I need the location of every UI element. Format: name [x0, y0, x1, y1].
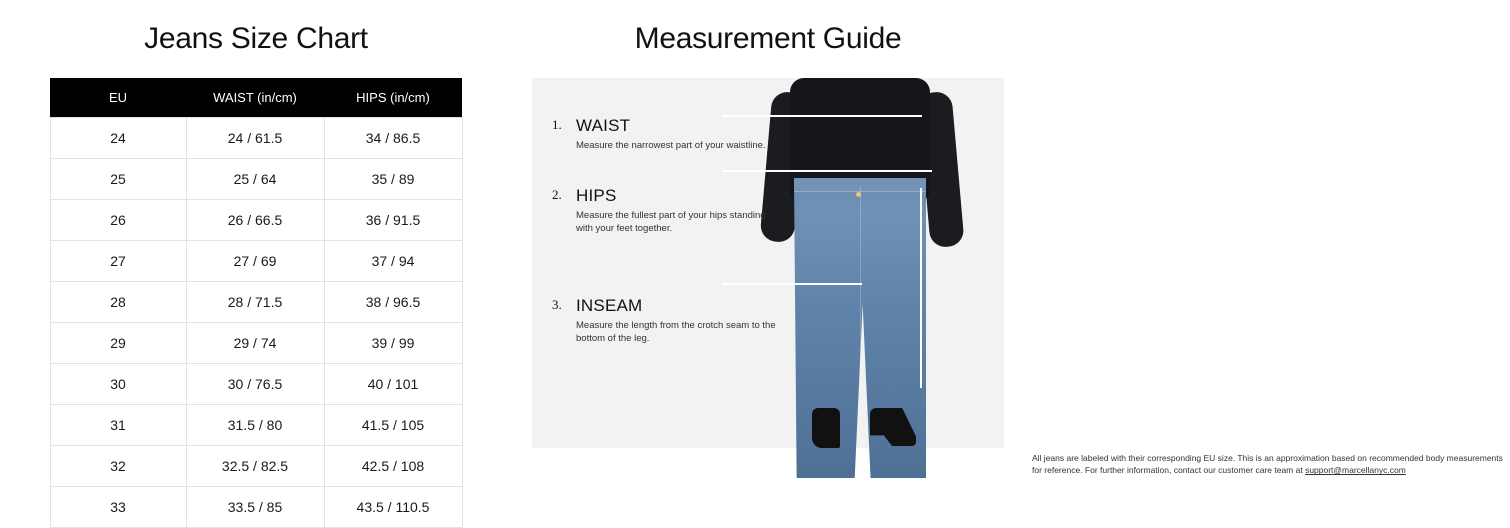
cell-waist: 30 / 76.5: [186, 364, 324, 405]
cell-eu: 28: [50, 282, 186, 323]
footnote-text: All jeans are labeled with their corresponding EU size. This is an approximation based on recommended body measurements for reference. For further information, contact our customer care team at: [1032, 453, 1503, 476]
inseam-callout-line: [722, 283, 862, 285]
cell-hips: 43.5 / 110.5: [324, 487, 462, 528]
size-chart-panel: [0, 0, 512, 515]
inseam-vertical-line: [920, 188, 922, 388]
callout-description: Measure the length from the crotch seam to the bottom of the leg.: [576, 320, 776, 344]
cell-waist: 29 / 74: [186, 323, 324, 364]
column-header-hips: HIPS (in/cm): [324, 78, 462, 118]
table-row: [50, 241, 462, 282]
cell-waist: 33.5 / 85: [186, 487, 324, 528]
guide-illustration: [532, 78, 1004, 448]
table-body: [50, 118, 462, 528]
cell-eu: 33: [50, 487, 186, 528]
cell-hips: 36 / 91.5: [324, 200, 462, 241]
cell-waist: 28 / 71.5: [186, 282, 324, 323]
size-chart-table: [50, 78, 463, 528]
callout-inseam: [552, 296, 782, 346]
callout-label: INSEAM: [576, 296, 643, 315]
table-row: [50, 118, 462, 159]
cell-waist: 25 / 64: [186, 159, 324, 200]
cell-waist: 27 / 69: [186, 241, 324, 282]
callout-description: Measure the narrowest part of your waistline.: [576, 140, 766, 151]
guide-title: Measurement Guide: [634, 22, 902, 55]
cell-eu: 26: [50, 200, 186, 241]
table-header-row: [50, 78, 462, 118]
table-row: [50, 405, 462, 446]
cell-waist: 31.5 / 80: [186, 405, 324, 446]
table-row: [50, 200, 462, 241]
cell-hips: 40 / 101: [324, 364, 462, 405]
table-row: [50, 159, 462, 200]
callout-label: HIPS: [576, 186, 617, 205]
model-shoe-left: [812, 408, 840, 448]
cell-hips: 34 / 86.5: [324, 118, 462, 159]
table-header: [50, 78, 462, 118]
cell-waist: 26 / 66.5: [186, 200, 324, 241]
cell-eu: 32: [50, 446, 186, 487]
callout-waist: [552, 116, 782, 153]
support-email-link[interactable]: support@marcellanyc.com: [1305, 465, 1406, 476]
cell-eu: 30: [50, 364, 186, 405]
cell-eu: 27: [50, 241, 186, 282]
column-header-eu: EU: [50, 78, 186, 118]
column-header-waist: WAIST (in/cm): [186, 78, 324, 118]
model-photo: [760, 78, 960, 448]
callout-label: WAIST: [576, 116, 631, 135]
table-row: [50, 487, 462, 528]
callout-number: 3.: [552, 297, 562, 312]
page-title: Jeans Size Chart: [144, 22, 368, 55]
cell-hips: 37 / 94: [324, 241, 462, 282]
callout-description: Measure the fullest part of your hips standing with your feet together.: [576, 210, 766, 234]
cell-hips: 35 / 89: [324, 159, 462, 200]
callout-hips: [552, 186, 782, 236]
cell-eu: 31: [50, 405, 186, 446]
footnote: [1032, 452, 1510, 477]
cell-eu: 24: [50, 118, 186, 159]
table-row: [50, 364, 462, 405]
cell-hips: 41.5 / 105: [324, 405, 462, 446]
table-row: [50, 446, 462, 487]
cell-eu: 29: [50, 323, 186, 364]
cell-eu: 25: [50, 159, 186, 200]
cell-hips: 42.5 / 108: [324, 446, 462, 487]
callout-number: 2.: [552, 187, 562, 202]
cell-hips: 38 / 96.5: [324, 282, 462, 323]
cell-waist: 24 / 61.5: [186, 118, 324, 159]
callout-number: 1.: [552, 117, 562, 132]
table-row: [50, 282, 462, 323]
jeans-inseam-line: [860, 186, 861, 366]
measurement-guide-panel: [512, 0, 1503, 492]
cell-hips: 39 / 99: [324, 323, 462, 364]
hips-callout-line: [722, 170, 932, 172]
cell-waist: 32.5 / 82.5: [186, 446, 324, 487]
table-row: [50, 323, 462, 364]
